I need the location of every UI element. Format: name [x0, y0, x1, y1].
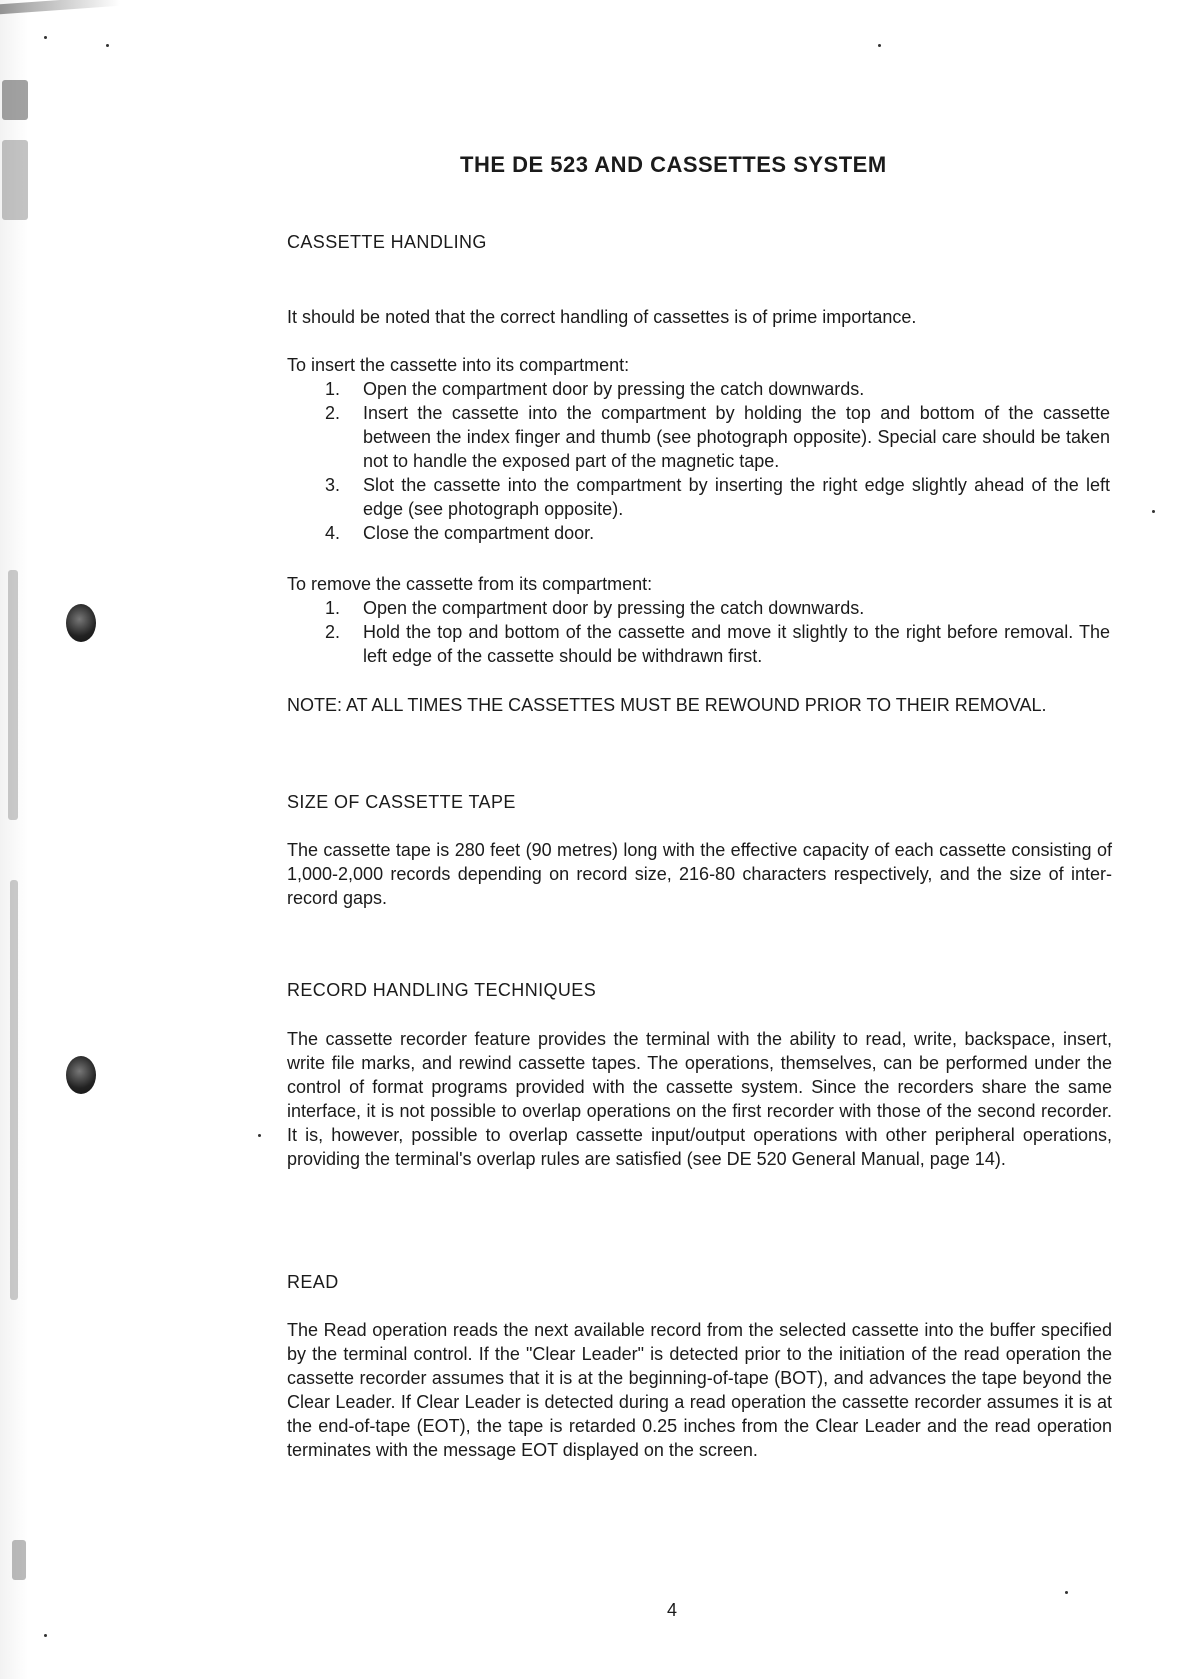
step-number: 3.: [325, 475, 341, 495]
binding-mark: [8, 570, 18, 820]
step-text: Slot the cassette into the compartment by inserting the right edge slightly ahead of the left edge (see photograph opposite).: [363, 475, 1110, 519]
binding-shadow: [0, 0, 40, 1679]
insert-steps-list: [325, 377, 1110, 545]
step-number: 1.: [325, 598, 341, 618]
punch-hole-bottom: [66, 1056, 96, 1094]
step-number: 4.: [325, 523, 341, 543]
binding-mark: [2, 80, 28, 120]
record-handling-text: The cassette recorder feature provides the terminal with the ability to read, write, backspace, insert, write file marks, and rewind cassette tapes. The operations, themselves, can be performed under the control of format programs provided with the cassette system. Since the recorders share the same interface, it is not possible to overlap operations on the first recorder with those of the second recorder. It is, however, possible to overlap cassette input/output operations with other peripheral operations, providing the terminal's overlap rules are satisfied (see DE 520 General Manual, page 14).: [287, 1029, 1112, 1169]
tape-size-text: The cassette tape is 280 feet (90 metres) long with the effective capacity of each cassette consisting of 1,000-2,000 records depending on record size, 216-80 characters respectively, and the size of inter-record gaps.: [287, 840, 1112, 908]
list-item: [325, 401, 1110, 473]
scan-speck: [1152, 510, 1155, 513]
binding-mark: [10, 880, 18, 1300]
section-heading-read: READ: [287, 1272, 339, 1292]
step-number: 2.: [325, 403, 341, 423]
list-item: [325, 620, 1110, 668]
remove-instructions-lead: To remove the cassette from its compartment:: [287, 574, 653, 594]
scan-speck: [258, 1134, 261, 1137]
section-heading-record-handling: RECORD HANDLING TECHNIQUES: [287, 980, 597, 1000]
list-item: [325, 521, 1110, 545]
step-text: Open the compartment door by pressing the catch downwards.: [363, 379, 865, 399]
list-item: [325, 473, 1110, 521]
scan-speck: [44, 1634, 47, 1637]
scan-speck: [878, 44, 881, 47]
binding-mark: [2, 140, 28, 220]
read-operation-text: The Read operation reads the next available record from the selected cassette into the buffer specified by the terminal control. If the "Clear Leader" is detected prior to the initiation of the read operation the cassette recorder assumes that it is at the beginning-of-tape (BOT), and advances the tape beyond the Clear Leader. If Clear Leader is detected during a read operation the cassette recorder assumes it is at the end-of-tape (EOT), the tape is retarded 0.25 inches from the Clear Leader and the read operation terminates with the message EOT displayed on the screen.: [287, 1320, 1112, 1460]
step-text: Hold the top and bottom of the cassette and move it slightly to the right before removal. The left edge of the cassette should be withdrawn first.: [363, 622, 1110, 666]
scan-speck: [44, 36, 47, 39]
document-title: THE DE 523 AND CASSETTES SYSTEM: [460, 152, 887, 177]
insert-instructions-lead: To insert the cassette into its compartment:: [287, 355, 630, 375]
punch-hole-top: [66, 604, 96, 642]
step-text: Close the compartment door.: [363, 523, 595, 543]
list-item: [325, 596, 1110, 620]
section-heading-tape-size: SIZE OF CASSETTE TAPE: [287, 792, 516, 812]
list-item: [325, 377, 1110, 401]
step-number: 1.: [325, 379, 341, 399]
page-number: 4: [667, 1600, 678, 1620]
binding-mark: [12, 1540, 26, 1580]
remove-steps-list: [325, 596, 1110, 668]
scan-speck: [106, 44, 109, 47]
step-text: Open the compartment door by pressing the catch downwards.: [363, 598, 865, 618]
scan-smudge: [0, 0, 120, 14]
section-heading-cassette-handling: CASSETTE HANDLING: [287, 232, 487, 252]
step-number: 2.: [325, 622, 341, 642]
cassette-handling-intro: It should be noted that the correct handling of cassettes is of prime importance.: [287, 307, 917, 327]
rewind-note: NOTE: AT ALL TIMES THE CASSETTES MUST BE REWOUND PRIOR TO THEIR REMOVAL.: [287, 695, 1047, 715]
scan-speck: [1065, 1591, 1068, 1594]
step-text: Insert the cassette into the compartment by holding the top and bottom of the cassette between the index finger and thumb (see photograph opposite). Special care should be taken not to handle the exposed part of the magnetic tape.: [363, 403, 1110, 471]
